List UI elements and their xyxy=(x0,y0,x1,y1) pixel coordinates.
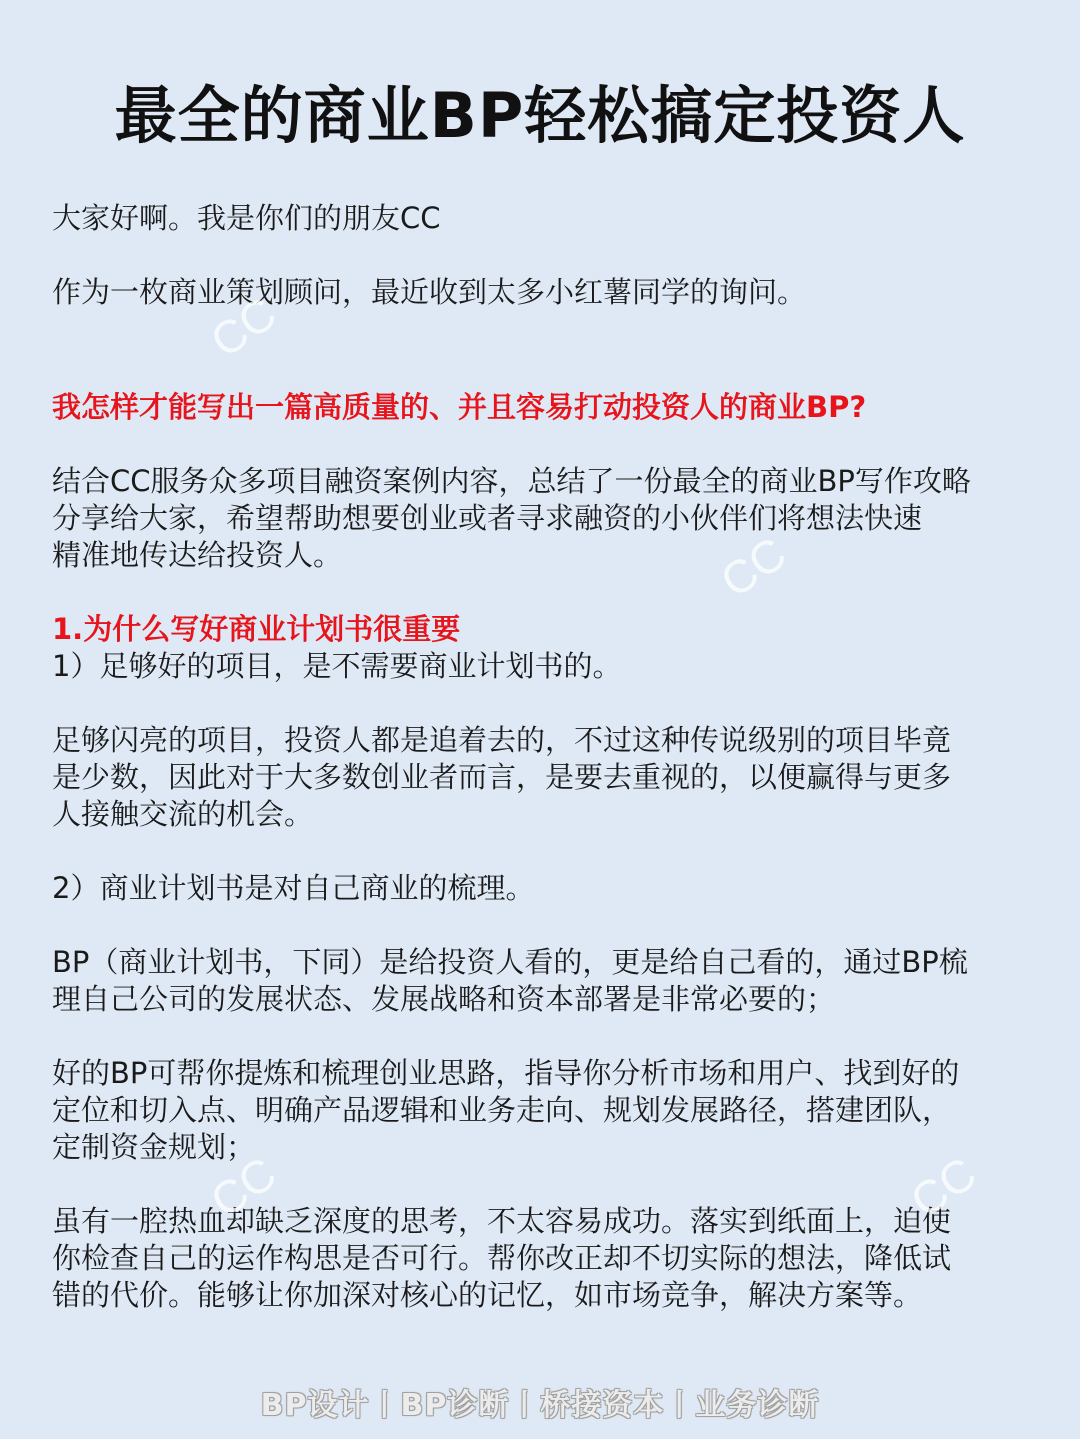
summary-line-2: 分享给大家，希望帮助想要创业或者寻求融资的小伙伴们将想法快速 xyxy=(52,501,923,535)
greeting-paragraph: 大家好啊。我是你们的朋友CC xyxy=(52,201,441,235)
point-2-detail-line-1: BP（商业计划书，下同）是给投资人看的，更是给自己看的，通过BP梳 xyxy=(52,945,968,979)
point-2-detail-line-2: 理自己公司的发展状态、发展战略和资本部署是非常必要的； xyxy=(52,982,836,1016)
footer-services: BP设计丨BP诊断丨桥接资本丨业务诊断 xyxy=(260,1388,820,1423)
section-1-heading: 1.为什么写好商业计划书很重要 xyxy=(52,612,461,646)
passion-line-1: 虽有一腔热血却缺乏深度的思考，不太容易成功。落实到纸面上，迫使 xyxy=(52,1204,952,1238)
passion-line-3: 错的代价。能够让你加深对核心的记忆，如市场竞争，解决方案等。 xyxy=(52,1278,923,1312)
point-1-detail-line-2: 是少数，因此对于大多数创业者而言，是要去重视的，以便赢得与更多 xyxy=(52,760,952,794)
watermark-3: CC xyxy=(201,1146,286,1228)
watermark-4: CC xyxy=(901,1146,986,1228)
good-bp-line-1: 好的BP可帮你提炼和梳理创业思路，指导你分析市场和用户、找到好的 xyxy=(52,1056,960,1090)
point-1-detail-line-1: 足够闪亮的项目，投资人都是追着去的，不过这种传说级别的项目毕竟 xyxy=(52,723,952,757)
point-1-detail-line-3: 人接触交流的机会。 xyxy=(52,797,314,831)
passion-line-2: 你检查自己的运作构思是否可行。帮你改正却不切实际的想法，降低试 xyxy=(52,1241,952,1275)
good-bp-line-2: 定位和切入点、明确产品逻辑和业务走向、规划发展路径，搭建团队， xyxy=(52,1093,952,1127)
point-1: 1）足够好的项目，是不需要商业计划书的。 xyxy=(52,649,622,683)
question-heading: 我怎样才能写出一篇高质量的、并且容易打动投资人的商业BP? xyxy=(52,390,867,424)
article-body xyxy=(52,200,1042,1314)
page-title: 最全的商业BP轻松搞定投资人 xyxy=(114,79,966,152)
good-bp-line-3: 定制资金规划； xyxy=(52,1130,256,1164)
intro-paragraph: 作为一枚商业策划顾问，最近收到太多小红薯同学的询问。 xyxy=(52,275,807,309)
point-2: 2）商业计划书是对自己商业的梳理。 xyxy=(52,871,535,905)
summary-line-1: 结合CC服务众多项目融资案例内容，总结了一份最全的商业BP写作攻略 xyxy=(52,464,971,498)
watermark-1: CC xyxy=(201,286,286,368)
watermark-2: CC xyxy=(711,526,796,608)
summary-line-3: 精准地传达给投资人。 xyxy=(52,538,343,572)
